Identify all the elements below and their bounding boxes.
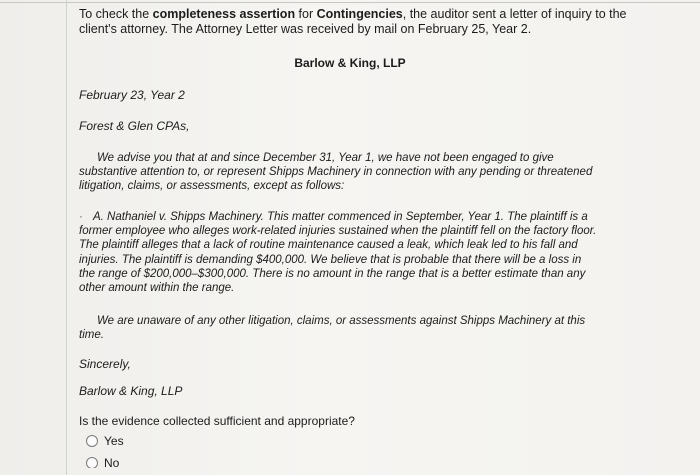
letter-paragraph-2-text: A. Nathaniel v. Shipps Machinery. This matter commenced in September, Year 1. The plaintiff is a former employee who alleges work-related injuries sustained when the plaintiff fell on the factory floor. The plaintiff alleges that a lack of routine maintenance caused a leak, which leak led to his fall and injuries. The plaintiff is demanding $400,000. We believe that is probable that there will be a loss in the range of $200,000–$300,000. There is no amount in the range that is a better estimate than any other amount within the range. <box>79 211 597 295</box>
question-text: Is the evidence collected sufficient and appropriate? <box>79 414 355 428</box>
option-no-label: No <box>104 456 120 468</box>
letter-date: February 23, Year 2 <box>79 88 185 102</box>
option-yes-label: Yes <box>104 434 124 448</box>
letter-paragraph-1: We advise you that at and since December 31, Year 1, we have not been engaged to give substantive attention to, or represent Shipps Machinery in connection with any pending or threatened litigation, claims, or assessments, except as follows: <box>79 152 593 193</box>
letter-closing: Sincerely, <box>79 357 131 371</box>
top-divider <box>0 2 700 3</box>
letter-signature: Barlow & King, LLP <box>79 384 183 398</box>
letter-paragraph-2 <box>79 210 599 295</box>
intro-part-1: To check the <box>79 7 153 21</box>
radio-no[interactable] <box>86 457 98 468</box>
radio-yes[interactable] <box>86 435 98 447</box>
option-no[interactable] <box>86 456 119 468</box>
intro-bold-completeness: completeness assertion <box>152 7 296 21</box>
option-yes[interactable] <box>86 434 124 448</box>
bullet-mark: · <box>79 211 83 223</box>
letter-paragraph-3: We are unaware of any other litigation, claims, or assessments against Shipps Machinery at this time. <box>79 315 586 342</box>
intro-bold-contingencies: Contingencies <box>316 7 403 21</box>
intro-text <box>79 7 639 37</box>
left-divider <box>66 0 67 475</box>
letter-firm-header: Barlow & King, LLP <box>294 56 406 70</box>
intro-part-2: for <box>295 7 317 21</box>
letter-greeting: Forest & Glen CPAs, <box>79 119 190 133</box>
intro-part-3: , the auditor sent a letter of inquiry to the client's attorney. The Attorney Letter was received by mail on February 25, Year 2. <box>79 7 627 36</box>
